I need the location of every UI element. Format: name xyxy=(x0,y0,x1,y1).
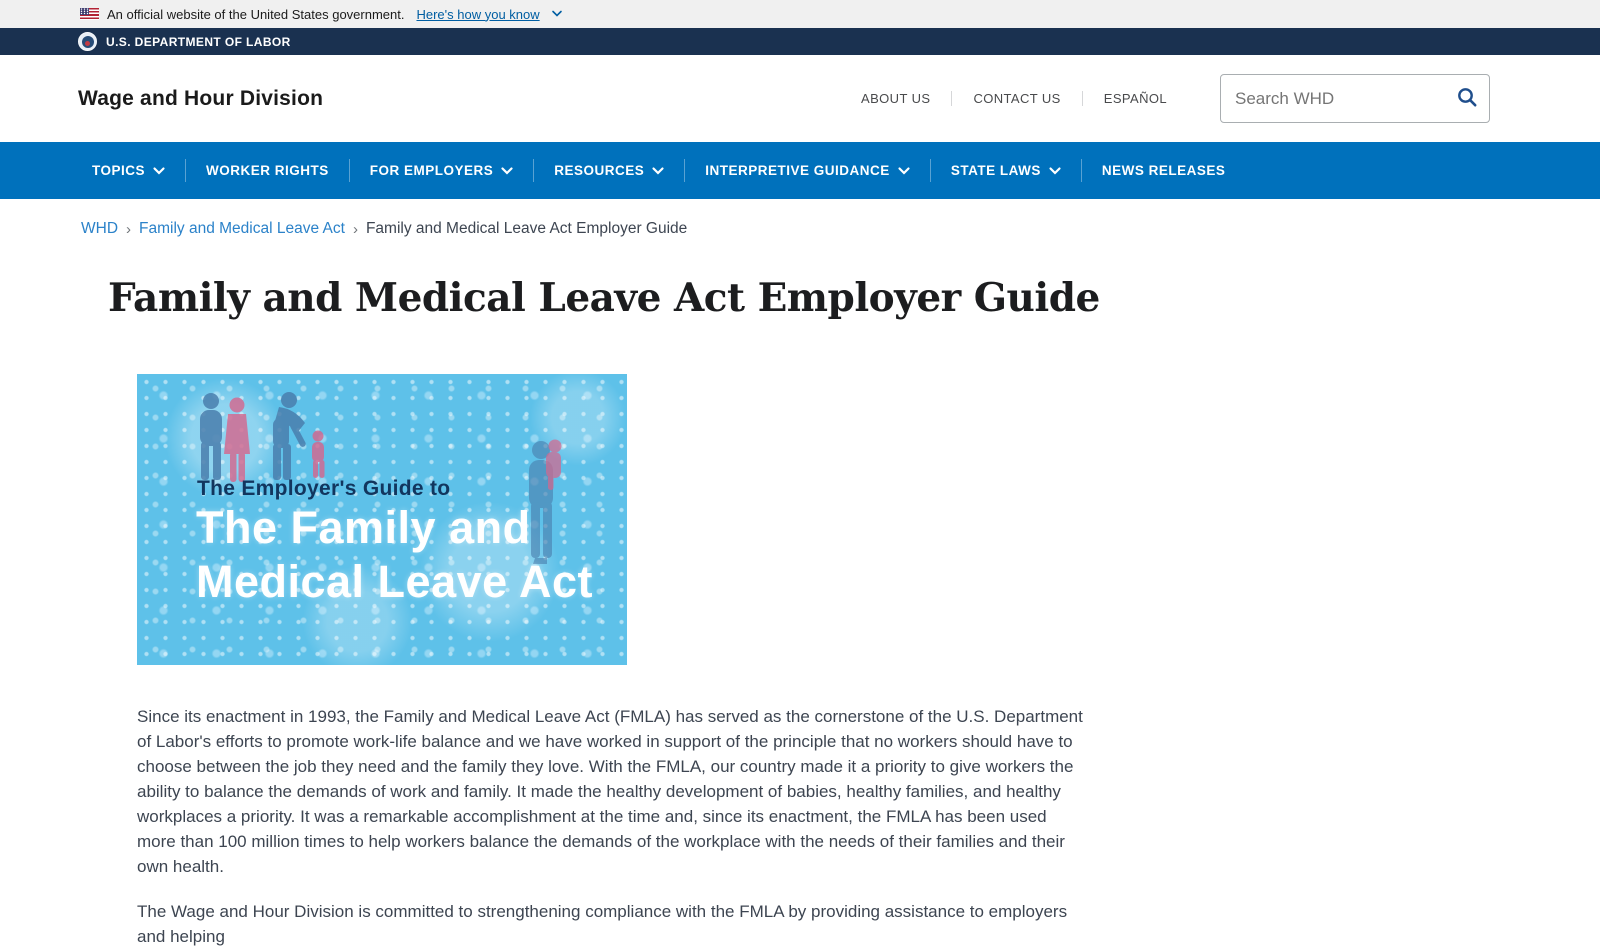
article-body xyxy=(137,704,1090,949)
nav-label: FOR EMPLOYERS xyxy=(369,163,494,178)
utility-links xyxy=(840,91,1188,106)
search-button[interactable] xyxy=(1456,86,1478,111)
breadcrumb xyxy=(81,220,1600,238)
chevron-down-icon xyxy=(652,167,664,175)
chevron-down-icon xyxy=(898,167,910,175)
gov-banner xyxy=(0,0,1600,28)
header-right xyxy=(840,74,1490,123)
espanol-link[interactable]: ESPAÑOL xyxy=(1082,91,1188,106)
breadcrumb-separator: › xyxy=(352,220,358,238)
us-flag-icon xyxy=(80,8,99,20)
chevron-down-icon xyxy=(153,167,165,175)
site-title[interactable]: Wage and Hour Division xyxy=(78,86,324,110)
search-box xyxy=(1220,74,1490,123)
dol-seal-icon xyxy=(78,32,97,51)
nav-label: TOPICS xyxy=(92,163,146,178)
breadcrumb-separator: › xyxy=(126,220,132,238)
search-input[interactable] xyxy=(1235,89,1456,109)
hero-title-line1: The Family and xyxy=(196,502,531,553)
nav-item-interpretive-guidance[interactable] xyxy=(684,159,930,182)
heres-how-you-know-link[interactable]: Here's how you know xyxy=(416,6,540,22)
chevron-down-icon xyxy=(501,167,513,175)
nav-label: WORKER RIGHTS xyxy=(206,163,329,178)
official-website-text: An official website of the United States government. xyxy=(107,6,405,22)
chevron-down-icon xyxy=(1049,167,1061,175)
dol-label[interactable]: U.S. DEPARTMENT OF LABOR xyxy=(106,34,291,49)
nav-item-state-laws[interactable] xyxy=(930,159,1081,182)
breadcrumb-current: Family and Medical Leave Act Employer Guide xyxy=(365,220,688,237)
search-icon xyxy=(1456,86,1478,111)
nav-label: STATE LAWS xyxy=(950,163,1041,178)
nav-label: NEWS RELEASES xyxy=(1101,163,1226,178)
nav-item-for-employers[interactable] xyxy=(349,159,534,182)
primary-nav xyxy=(0,142,1600,199)
nav-label: INTERPRETIVE GUIDANCE xyxy=(705,163,890,178)
contact-us-link[interactable]: CONTACT US xyxy=(951,91,1081,106)
nav-item-news-releases[interactable] xyxy=(1081,159,1246,182)
breadcrumb-fmla-link[interactable]: Family and Medical Leave Act xyxy=(139,220,345,237)
nav-item-resources[interactable] xyxy=(533,159,684,182)
nav-item-worker-rights[interactable] xyxy=(185,159,349,182)
intro-paragraph: Since its enactment in 1993, the Family and Medical Leave Act (FMLA) has served as the cornerstone of the U.S. Department of Labor's efforts to promote work-life balance and we have worked in support of the principle that no workers should have to choose between the job they need and the family they love. With the FMLA, our country made it a priority to give workers the ability to balance the demands of work and family. It made the healthy development of babies, healthy families, and healthy workplaces a priority. It was a remarkable accomplishment at the time and, since its enactment, the FMLA has been used more than 100 million times to help workers balance the demands of the workplace with the needs of their families and their own health. xyxy=(137,707,1083,876)
page-title: Family and Medical Leave Act Employer Guide xyxy=(108,275,1100,321)
dol-bar xyxy=(0,28,1600,55)
fmla-guide-cover-image xyxy=(137,374,627,665)
hero-title-line2: Medical Leave Act xyxy=(196,556,593,607)
about-us-link[interactable]: ABOUT US xyxy=(861,91,931,106)
hero-kicker-text: The Employer's Guide to xyxy=(197,477,451,500)
breadcrumb-whd-link[interactable]: WHD xyxy=(81,220,119,237)
site-header xyxy=(0,55,1600,142)
nav-label: RESOURCES xyxy=(554,163,645,178)
chevron-down-icon[interactable] xyxy=(552,8,562,20)
nav-item-topics[interactable] xyxy=(72,159,185,182)
second-paragraph: The Wage and Hour Division is committed to strengthening compliance with the FMLA by providing assistance to employers and helping xyxy=(137,902,1068,946)
